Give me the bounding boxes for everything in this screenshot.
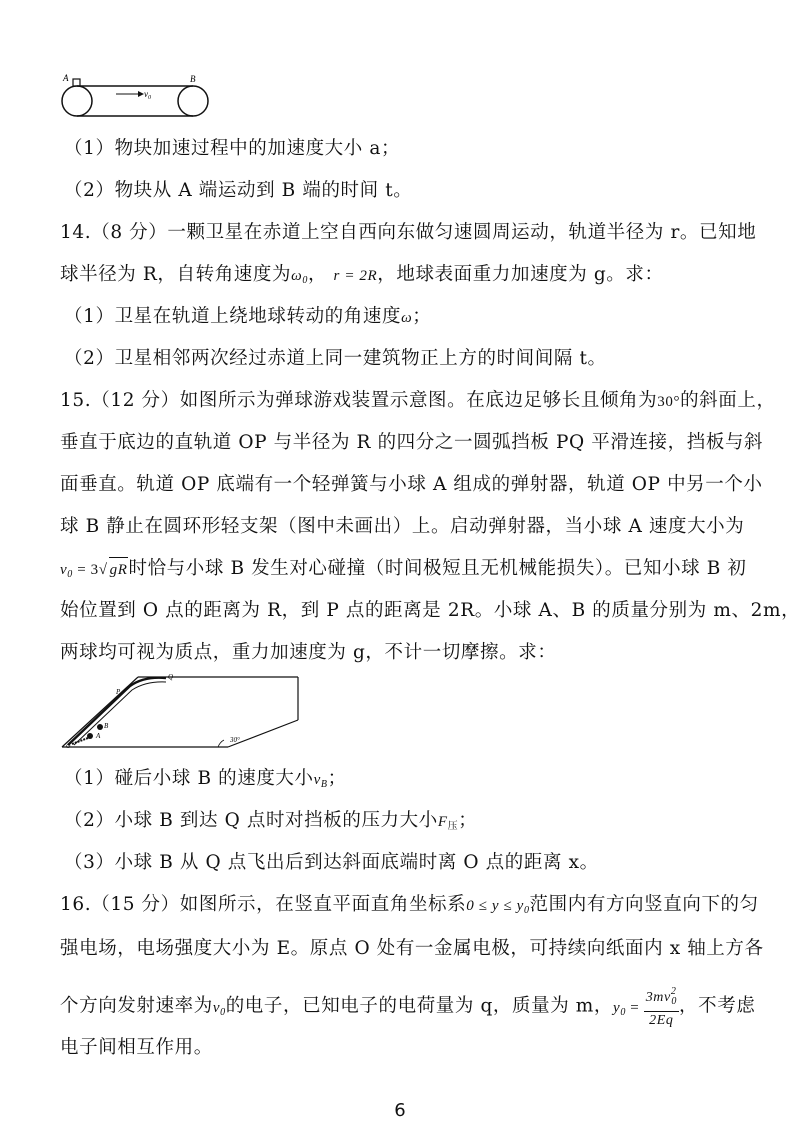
label-angle: 30° <box>230 736 240 744</box>
incline-figure <box>58 672 310 752</box>
q13-part2: （2）物块从 A 端运动到 B 端的时间 t。 <box>64 180 413 201</box>
label-b: B <box>104 722 109 730</box>
left-pulley <box>62 86 92 116</box>
q14-line2: 球半径为 R，自转角速度为$\omega_0$， r = 2R，地球表面重力加速度为 g。求： <box>60 264 664 286</box>
q13-part1: （1）物块加速过程中的加速度大小 a； <box>64 138 401 159</box>
label-a: A <box>63 73 69 83</box>
conveyor-belt-figure <box>58 72 214 122</box>
q15-line7: 两球均可视为质点，重力加速度为 g，不计一切摩擦。求： <box>60 642 557 663</box>
label-a: A <box>96 732 101 740</box>
q15-line1: 15.（12 分）如图所示为弹球游戏装置示意图。在底边足够长且倾角为30°的斜面上， <box>60 390 776 411</box>
label-v0: $v_0$ <box>144 89 151 101</box>
right-pulley <box>178 86 208 116</box>
q16-line4: 电子间相互作用。 <box>60 1037 213 1058</box>
page-number: 6 <box>394 1100 406 1121</box>
label-o: O <box>66 744 71 750</box>
block-a <box>73 79 80 86</box>
q15-line3: 面垂直。轨道 OP 底端有一个轻弹簧与小球 A 组成的弹射器，轨道 OP 中另一个小 <box>60 474 763 495</box>
q16-line3: 个方向发射速率为$v_0$的电子，已知电子的电荷量为 q，质量为 m，$y_0$ = $\frac{3mv^2_0}{2Eq}$ ，不考虑 <box>60 983 760 1030</box>
q14-part1: （1）卫星在轨道上绕地球转动的角速度ω； <box>64 306 432 327</box>
q15-part2: （2）小球 B 到达 Q 点时对挡板的压力大小$F_压$； <box>64 810 478 832</box>
q16-line2: 强电场，电场强度大小为 E。原点 O 处有一金属电极，可持续向纸面内 x 轴上方各 <box>60 938 764 959</box>
label-p: P <box>116 688 121 696</box>
q15-line6: 始位置到 O 点的距离为 R，到 P 点的距离是 2R。小球 A、B 的质量分别为 m、2m， <box>60 600 800 621</box>
label-b: B <box>190 74 196 84</box>
q16-line1: 16.（15 分）如图所示，在竖直平面直角坐标系$0 \le y \le y_0$范围内有方向竖直向下的匀 <box>60 894 759 916</box>
q15-part3: （3）小球 B 从 Q 点飞出后到达斜面底端时离 O 点的距离 x。 <box>64 852 599 873</box>
q15-part1: （1）碰后小球 B 的速度大小$v_B$； <box>64 768 347 790</box>
angle-arc <box>218 740 224 747</box>
ball-b <box>97 724 103 730</box>
q14-line1: 14.（8 分）一颗卫星在赤道上空自西向东做匀速圆周运动，轨道半径为 r。已知地 <box>60 222 757 243</box>
q15-line5: $v_0 = 3√$ gR时恰与小球 B 发生对心碰撞（时间极短且无机械能损失）。已知小球 B 初 <box>60 558 747 580</box>
y0-fraction: $\frac{3mv^2_0}{2Eq}$ <box>644 983 679 1030</box>
q14-part2: （2）卫星相邻两次经过赤道上同一建筑物正上方的时间间隔 t。 <box>64 348 607 369</box>
q15-line2: 垂直于底边的直轨道 OP 与半径为 R 的四分之一圆弧挡板 PQ 平滑连接，挡板与斜 <box>60 432 764 453</box>
label-q: Q <box>168 673 174 681</box>
q15-line4: 球 B 静止在圆环形轻支架（图中未画出）上。启动弹射器，当小球 A 速度大小为 <box>60 516 745 537</box>
